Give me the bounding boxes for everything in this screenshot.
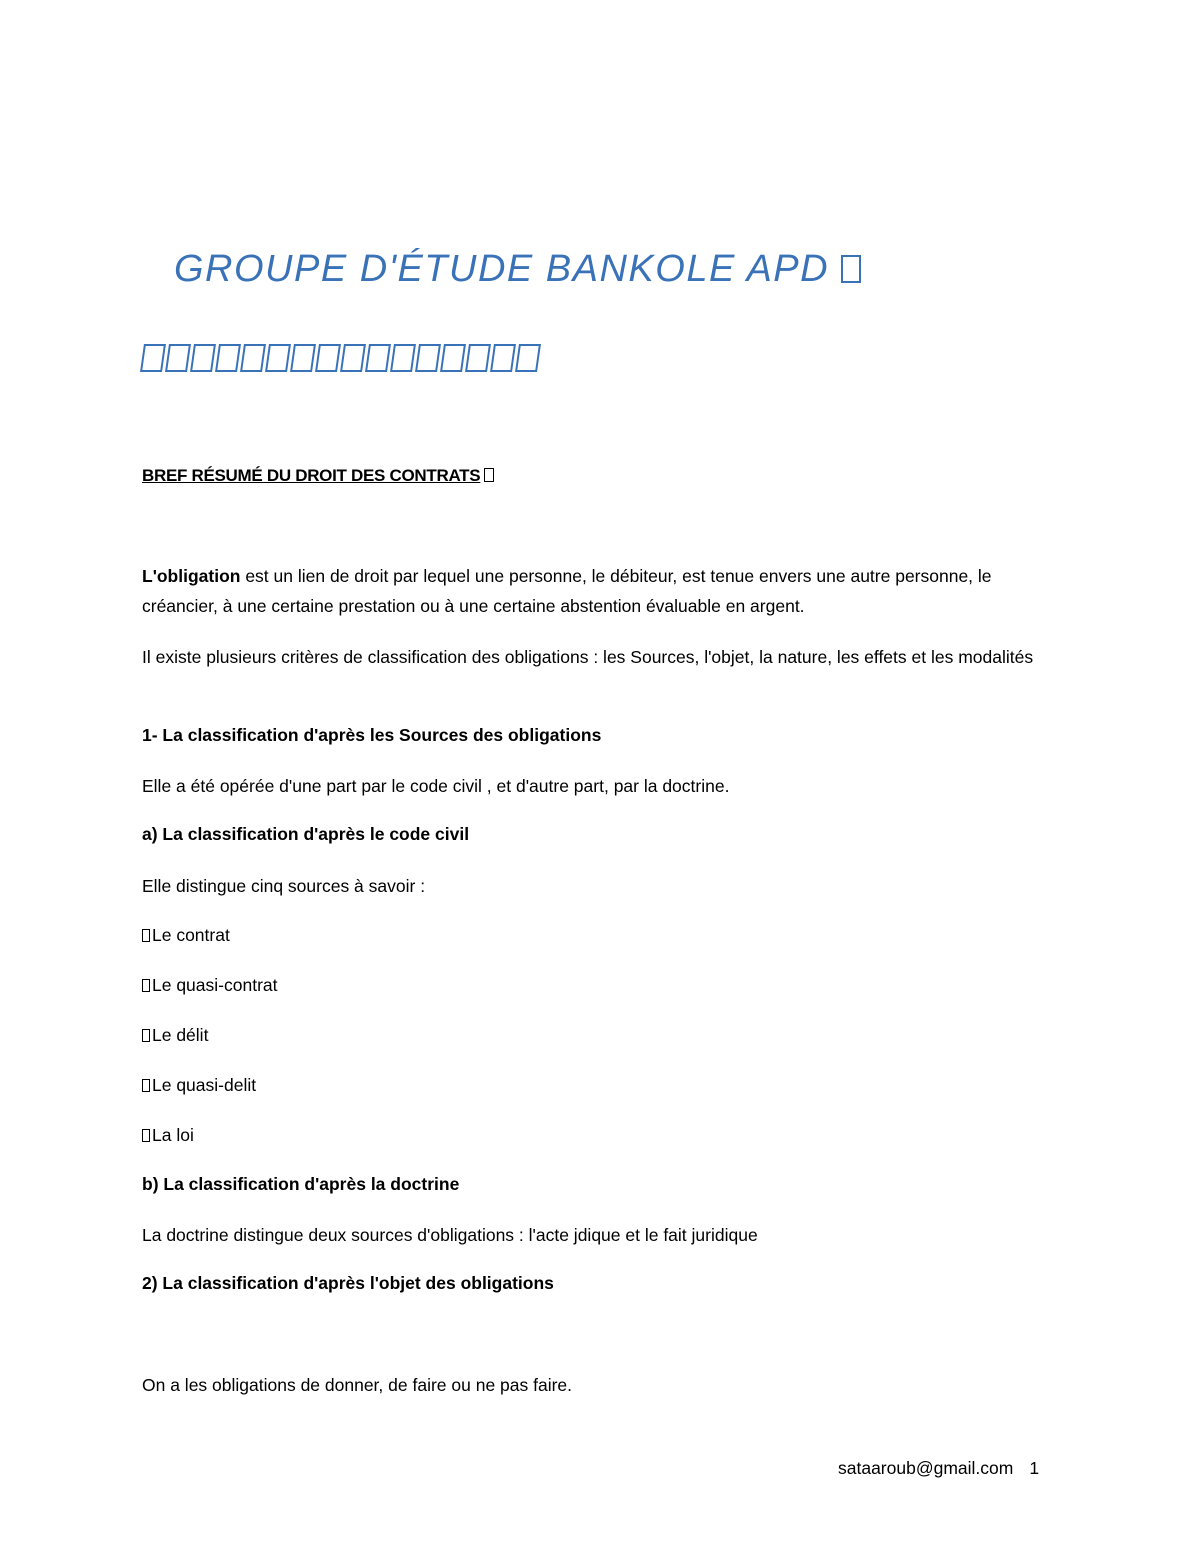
missing-glyph-icon (240, 344, 266, 372)
document-title (174, 248, 861, 291)
bullet-icon (142, 1029, 150, 1042)
missing-glyph-icon (290, 344, 316, 372)
list-item (142, 925, 230, 946)
section2-heading: 2) La classification d'après l'objet des obligations (142, 1273, 554, 1293)
missing-glyph-icon (190, 344, 216, 372)
criteria-paragraph: Il existe plusieurs critères de classification des obligations : les Sources, l'objet, la nature, les effets et les modalités (142, 647, 1034, 667)
missing-glyph-icon (140, 344, 166, 372)
missing-glyph-icon (265, 344, 291, 372)
section1a-heading: a) La classification d'après le code civil (142, 824, 470, 844)
bullet-icon (142, 1079, 150, 1092)
missing-glyph-icon (440, 344, 466, 372)
missing-glyph-icon (315, 344, 341, 372)
list-item-text: Le contrat (152, 925, 230, 945)
list-item-text: Le quasi-contrat (152, 975, 278, 995)
missing-glyph-row (142, 344, 539, 372)
document-title-text: GROUPE D'ÉTUDE BANKOLE APD (174, 248, 830, 290)
section1b-paragraph: La doctrine distingue deux sources d'obligations : l'acte jdique et le fait juridique (142, 1225, 758, 1245)
missing-glyph-icon (415, 344, 441, 372)
list-item (142, 1075, 256, 1096)
missing-glyph-icon (515, 344, 541, 372)
missing-glyph-icon (465, 344, 491, 372)
list-item-text: Le délit (152, 1025, 209, 1045)
missing-glyph-icon (165, 344, 191, 372)
list-item (142, 1125, 194, 1146)
missing-glyph-icon (390, 344, 416, 372)
section1-paragraph: Elle a été opérée d'une part par le code civil , et d'autre part, par la doctrine. (142, 776, 730, 796)
missing-glyph-icon (365, 344, 391, 372)
bullet-icon (142, 929, 150, 942)
document-subtitle (142, 466, 494, 486)
page-number: 1 (1029, 1458, 1040, 1478)
missing-glyph-icon (484, 468, 494, 482)
section1-heading: 1- La classification d'après les Sources des obligations (142, 725, 602, 745)
page-footer (838, 1458, 1039, 1479)
section1b-heading: b) La classification d'après la doctrine (142, 1174, 460, 1194)
missing-glyph-icon (215, 344, 241, 372)
document-subtitle-text: BREF RÉSUMÉ DU DROIT DES CONTRATS (142, 466, 481, 485)
list-item (142, 1025, 208, 1046)
bullet-icon (142, 979, 150, 992)
section2-paragraph: On a les obligations de donner, de faire ou ne pas faire. (142, 1375, 573, 1395)
missing-glyph-icon (340, 344, 366, 372)
missing-glyph-icon (490, 344, 516, 372)
intro-paragraph (142, 561, 1062, 621)
intro-text: est un lien de droit par lequel une personne, le débiteur, est tenue envers une autre personne, le créancier, à une certaine prestation ou à une certaine abstention évaluable en argent. (142, 566, 992, 616)
section1a-paragraph: Elle distingue cinq sources à savoir : (142, 876, 426, 896)
list-item-text: La loi (152, 1125, 194, 1145)
missing-glyph-icon (841, 255, 861, 283)
intro-term: L'obligation (142, 566, 241, 586)
list-item (142, 975, 278, 996)
bullet-icon (142, 1129, 150, 1142)
list-item-text: Le quasi-delit (152, 1075, 257, 1095)
footer-email: sataaroub@gmail.com (838, 1458, 1014, 1478)
